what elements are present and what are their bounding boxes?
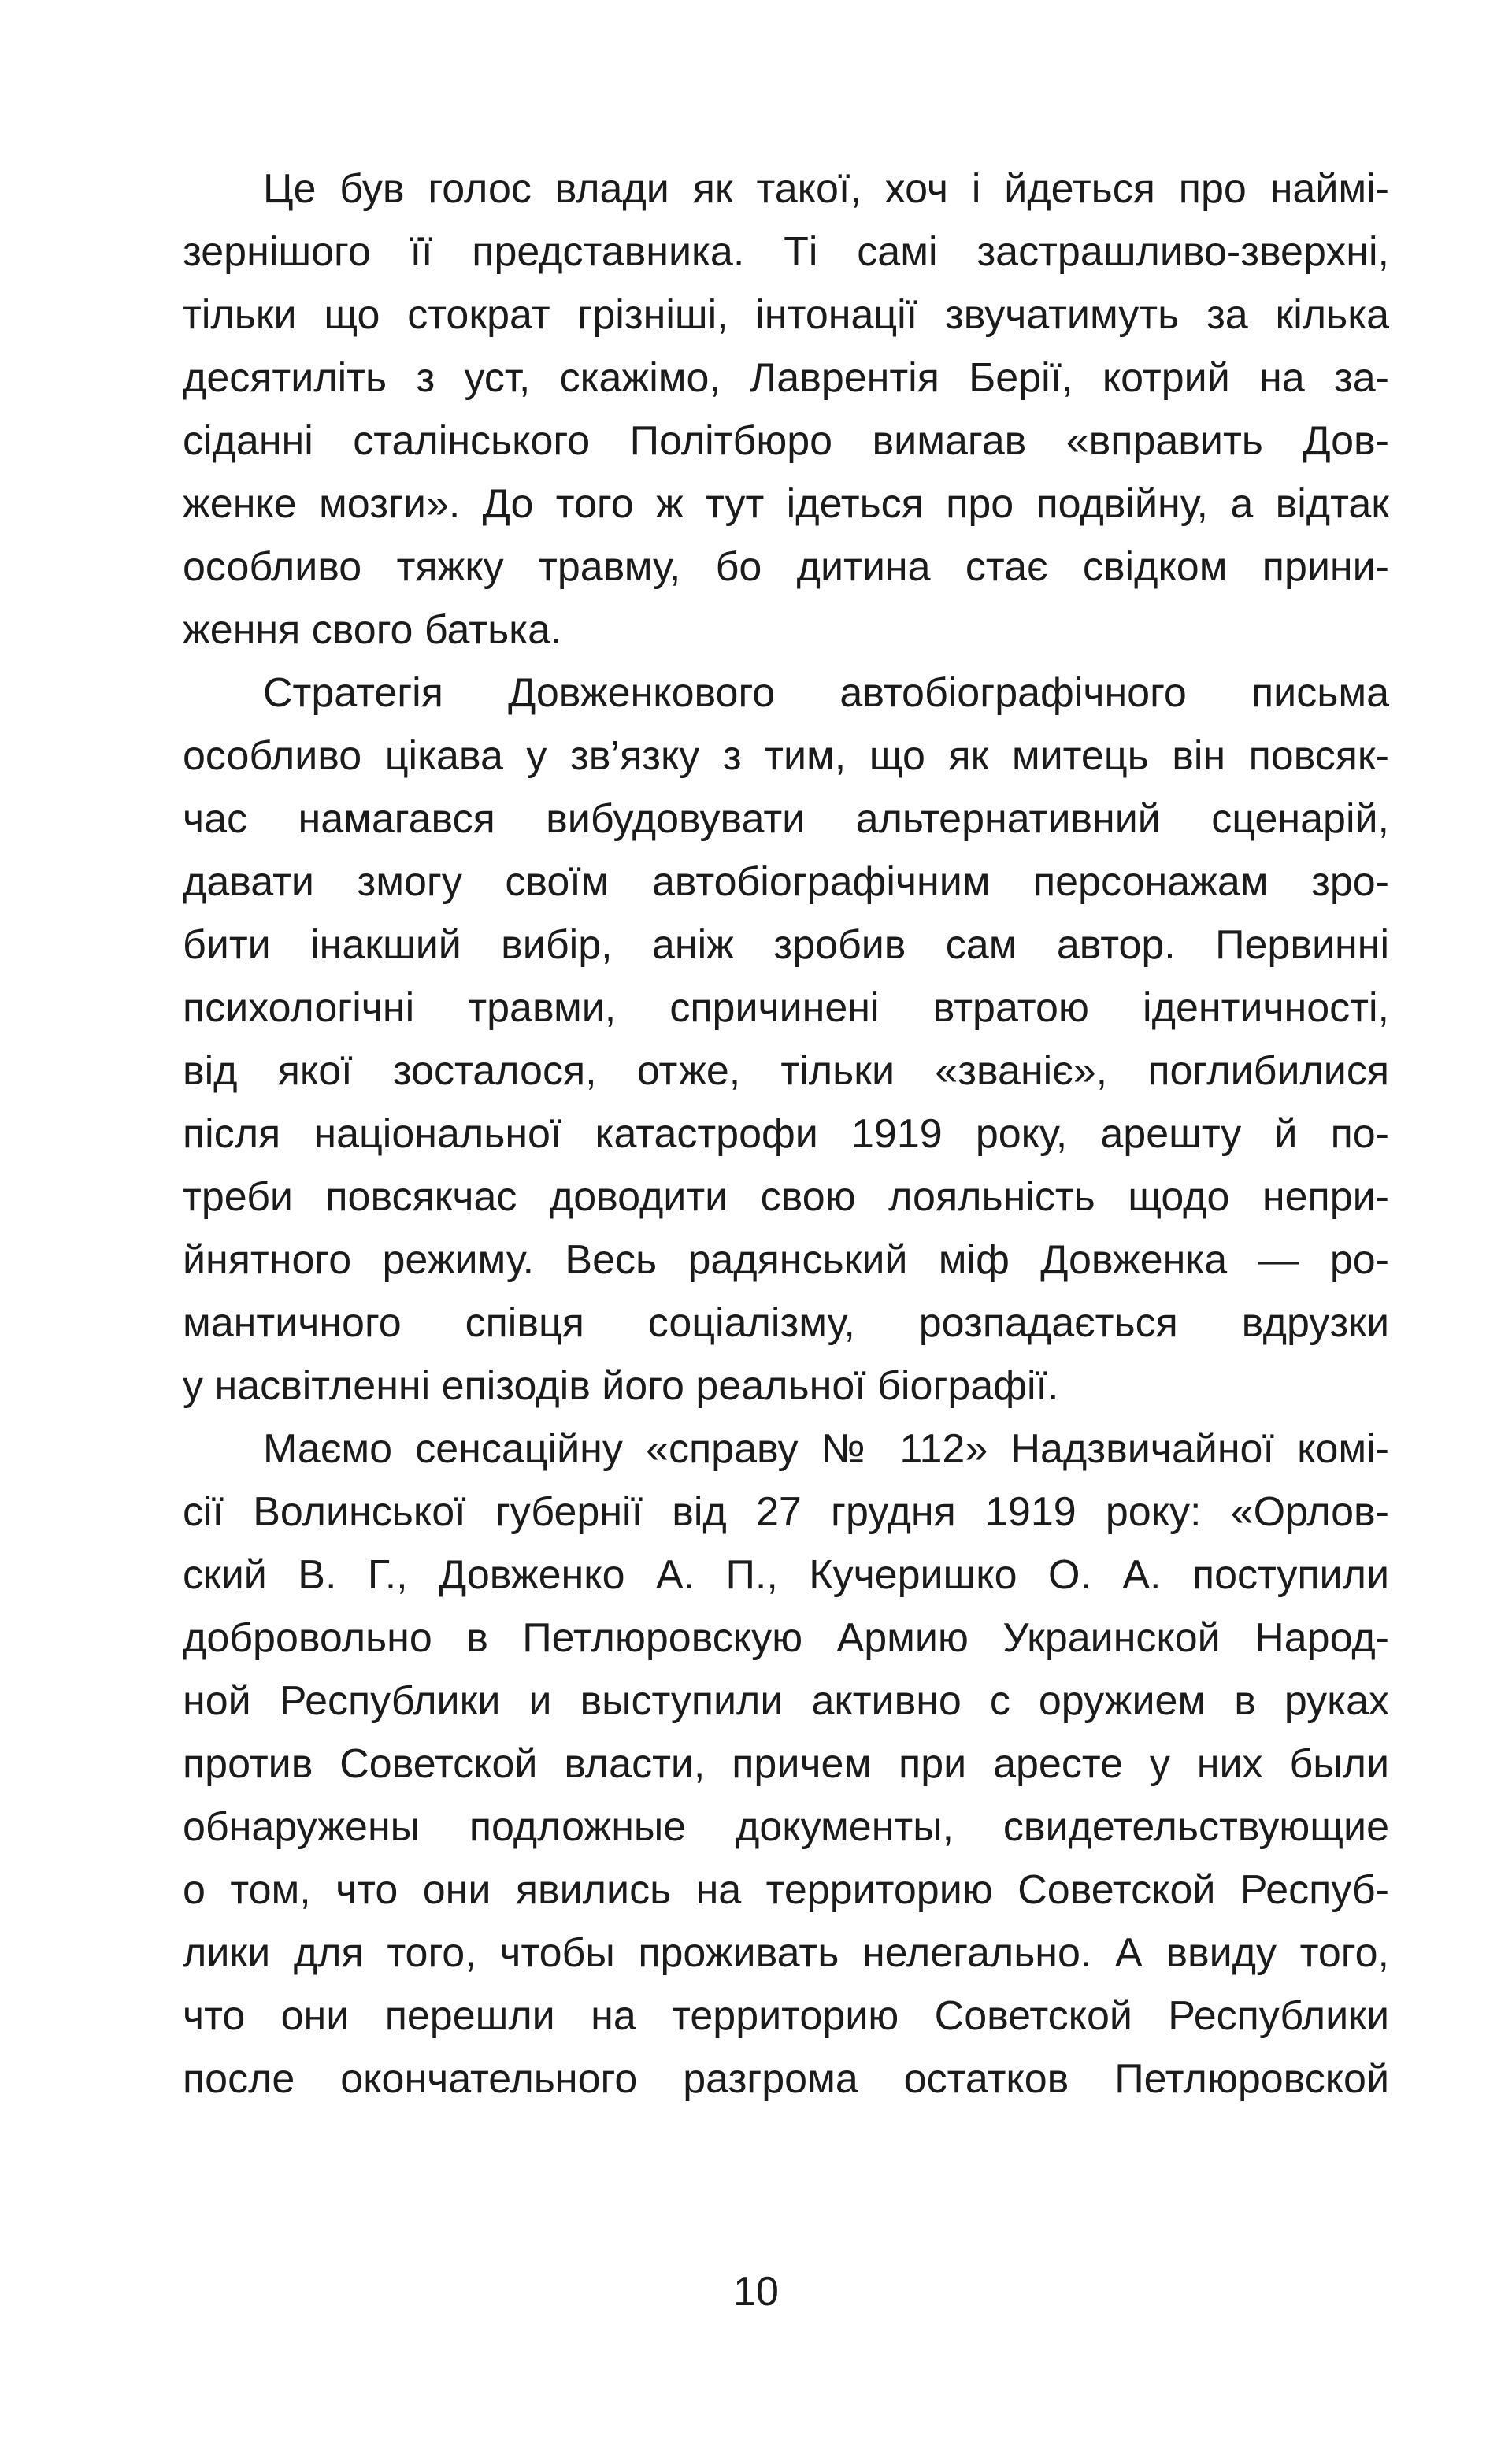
text-line: давати змогу своїм автобіографічним персонажам зро- bbox=[183, 859, 1389, 905]
text-line: бити інакший вибір, аніж зробив сам автор. Первинні bbox=[183, 922, 1389, 968]
text-line: після національної катастрофи 1919 року, арешту й по- bbox=[183, 1111, 1389, 1157]
text-line: у насвітленні епізодів його реальної біографії. bbox=[183, 1363, 1059, 1409]
text-line: ження свого батька. bbox=[183, 607, 562, 653]
text-line: мантичного співця соціалізму, розпадається вдрузки bbox=[183, 1300, 1389, 1346]
page-number: 10 bbox=[733, 2269, 779, 2315]
paragraph-2 bbox=[183, 662, 1389, 1418]
text-line: йнятного режиму. Весь радянський міф Довженка — ро- bbox=[183, 1237, 1389, 1283]
text-line: лики для того, чтобы проживать нелегально. А ввиду того, bbox=[183, 1930, 1389, 1976]
text-line: сіданні сталінського Політбюро вимагав «вправить Дов- bbox=[183, 418, 1389, 464]
text-line: треби повсякчас доводити свою лояльність щодо непри- bbox=[183, 1174, 1389, 1220]
text-line: Маємо сенсаційну «справу № 112» Надзвичайної комі- bbox=[263, 1426, 1389, 1472]
text-line: женке мозги». До того ж тут ідеться про подвійну, а відтак bbox=[183, 481, 1389, 527]
text-line: после окончательного разгрома остатков Петлюровской bbox=[183, 2056, 1389, 2102]
paragraph-3 bbox=[183, 1418, 1389, 2111]
text-line: обнаружены подложные документы, свидетельствующие bbox=[183, 1804, 1389, 1850]
text-line: сії Волинської губернії від 27 грудня 1919 року: «Орлов- bbox=[183, 1489, 1389, 1535]
text-line: десятиліть з уст, скажімо, Лаврентія Берії, котрий на за- bbox=[183, 355, 1389, 401]
text-body bbox=[183, 158, 1389, 2111]
text-line: что они перешли на территорию Советской Республики bbox=[183, 1993, 1389, 2039]
text-line: ной Республики и выступили активно с оружием в руках bbox=[183, 1678, 1389, 1724]
text-line: особливо тяжку травму, бо дитина стає свідком прини- bbox=[183, 544, 1389, 590]
text-line: Стратегія Довженкового автобіографічного письма bbox=[263, 670, 1389, 716]
paragraph-1 bbox=[183, 158, 1389, 662]
text-line: від якої зосталося, отже, тільки «званіє», поглибилися bbox=[183, 1048, 1389, 1094]
text-line: психологічні травми, спричинені втратою ідентичності, bbox=[183, 985, 1389, 1031]
text-line: зернішого її представника. Ті самі застрашливо-зверхні, bbox=[183, 229, 1389, 275]
text-line: ский В. Г., Довженко А. П., Кучеришко О. А. поступили bbox=[183, 1552, 1389, 1598]
text-line: тільки що стократ грізніші, інтонації звучатимуть за кілька bbox=[183, 292, 1389, 338]
text-line: против Советской власти, причем при аресте у них были bbox=[183, 1741, 1389, 1787]
text-line: добровольно в Петлюровскую Армию Украинской Народ- bbox=[183, 1615, 1389, 1661]
text-line: о том, что они явились на территорию Советской Респуб- bbox=[183, 1867, 1389, 1913]
text-line: час намагався вибудовувати альтернативний сценарій, bbox=[183, 796, 1389, 842]
text-line: Це був голос влади як такої, хоч і йдеться про наймі- bbox=[263, 166, 1389, 212]
text-line: особливо цікава у зв’язку з тим, що як митець він повсяк- bbox=[183, 733, 1389, 779]
